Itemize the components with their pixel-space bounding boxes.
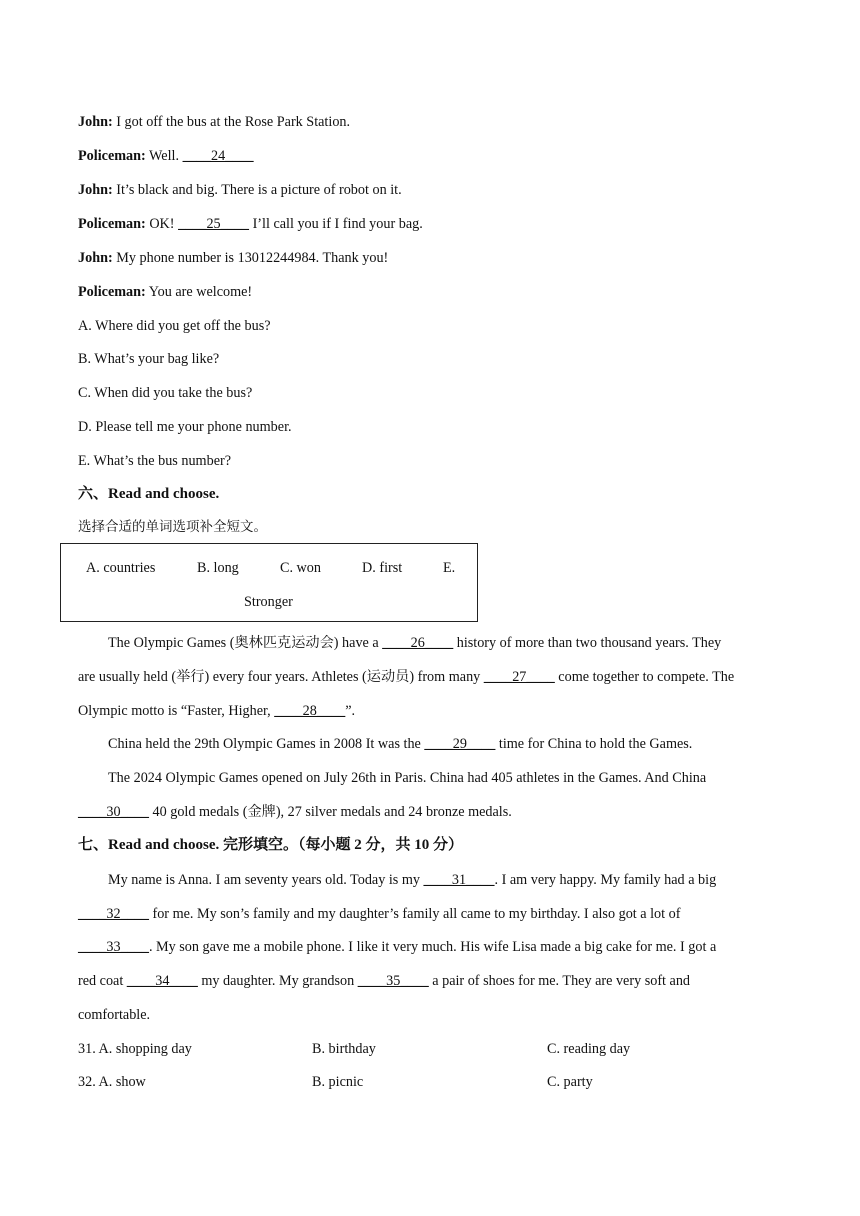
passage-line (108, 735, 692, 753)
dialogue-option: C. When did you take the bus? (78, 385, 253, 401)
word-option: B. long (197, 560, 239, 576)
speaker: John: (78, 182, 113, 198)
dialogue-option: B. What’s your bag like? (78, 351, 220, 367)
dialogue-text: I’ll call you if I find your bag. (249, 216, 423, 232)
dialogue-text: My phone number is 13012244984. Thank you! (112, 250, 389, 266)
blank-27: ____27____ (483, 669, 555, 685)
dialogue-line (78, 181, 402, 199)
blank-26: ____26____ (382, 635, 454, 651)
blank-29: ____29____ (424, 736, 496, 752)
passage-line (78, 938, 716, 956)
question-option-c: C. party (547, 1074, 593, 1090)
passage-line (78, 702, 355, 720)
word-option: D. first (362, 560, 403, 576)
dialogue-line (78, 147, 254, 165)
speaker: John: (78, 114, 113, 130)
question-option-a: 32. A. show (78, 1074, 146, 1090)
blank-30: ____30____ (78, 804, 149, 820)
speaker: Policeman: (78, 148, 146, 164)
passage-text: come together to compete. The (554, 669, 735, 685)
passage-text: my daughter. My grandson (197, 973, 358, 989)
question-option-b: B. birthday (312, 1041, 376, 1057)
passage-text: My name is Anna. I am seventy years old. Today is my (108, 872, 424, 888)
speaker: John: (78, 250, 113, 266)
passage-text: Olympic motto is “Faster, Higher, (78, 703, 275, 719)
passage-line (108, 871, 716, 889)
passage-line: comfortable. (78, 1007, 151, 1023)
speaker: Policeman: (78, 284, 146, 300)
dialogue-text: It’s black and big. There is a picture of robot on it. (112, 182, 402, 198)
blank-31: ____31____ (423, 872, 495, 888)
passage-text: history of more than two thousand years. They (453, 635, 722, 651)
dialogue-line (78, 249, 388, 267)
passage-text: for me. My son’s family and my daughter’s family all came to my birthday. I also got a lot of (148, 906, 681, 922)
word-option: A. countries (86, 560, 156, 576)
speaker: Policeman: (78, 216, 146, 232)
word-option: C. won (280, 560, 321, 576)
passage-line: The 2024 Olympic Games opened on July 26th in Paris. China had 405 athletes in the Games. And China (108, 770, 707, 786)
dialogue-text: I got off the bus at the Rose Park Station. (112, 114, 351, 130)
dialogue-option: D. Please tell me your phone number. (78, 419, 292, 435)
passage-text: a pair of shoes for me. They are very soft and (428, 973, 691, 989)
dialogue-line (78, 283, 252, 301)
blank-34: ____34____ (126, 973, 198, 989)
passage-line (78, 972, 690, 990)
blank-28: ____28____ (274, 703, 346, 719)
blank-33: ____33____ (78, 939, 149, 955)
question-option-b: B. picnic (312, 1074, 364, 1090)
dialogue-option: A. Where did you get off the bus? (78, 318, 271, 334)
passage-text: China held the 29th Olympic Games in 2008 It was the (108, 736, 425, 752)
blank-35: ____35____ (357, 973, 429, 989)
passage-text: are usually held (举行) every four years. Athletes (运动员) from many (78, 669, 484, 685)
passage-text: red coat (78, 973, 127, 989)
word-bank-box (60, 543, 478, 622)
passage-text: 40 gold medals (金牌), 27 silver medals and 24 bronze medals. (148, 804, 512, 820)
passage-text: ”. (345, 703, 356, 719)
passage-line (78, 668, 734, 686)
dialogue-option: E. What’s the bus number? (78, 453, 232, 469)
question-option-a: 31. A. shopping day (78, 1041, 192, 1057)
passage-line (78, 905, 680, 923)
section-6-instruction: 选择合适的单词选项补全短文。 (78, 519, 267, 535)
dialogue-line (78, 113, 350, 131)
word-option: Stronger (244, 594, 293, 610)
dialogue-text: OK! (145, 216, 179, 232)
dialogue-line (78, 215, 423, 233)
blank-32: ____32____ (78, 906, 149, 922)
passage-text: time for China to hold the Games. (495, 736, 693, 752)
passage-line (108, 634, 721, 652)
section-6-title: 六、Read and choose. (78, 486, 220, 502)
dialogue-text: You are welcome! (145, 284, 253, 300)
passage-text: . I am very happy. My family had a big (494, 872, 717, 888)
passage-text: . My son gave me a mobile phone. I like it very much. His wife Lisa made a big cake for me. I got a (148, 939, 717, 955)
blank-25: ____25____ (178, 216, 250, 232)
question-option-c: C. reading day (547, 1041, 631, 1057)
dialogue-text: Well. (145, 148, 183, 164)
word-option: E. (443, 560, 456, 576)
passage-line (78, 803, 512, 821)
section-7-title: 七、Read and choose. 完形填空。（每小题 2 分，共 10 分） (78, 837, 464, 853)
blank-24: ____24____ (182, 148, 254, 164)
passage-text: The Olympic Games (奥林匹克运动会) have a (108, 635, 383, 651)
